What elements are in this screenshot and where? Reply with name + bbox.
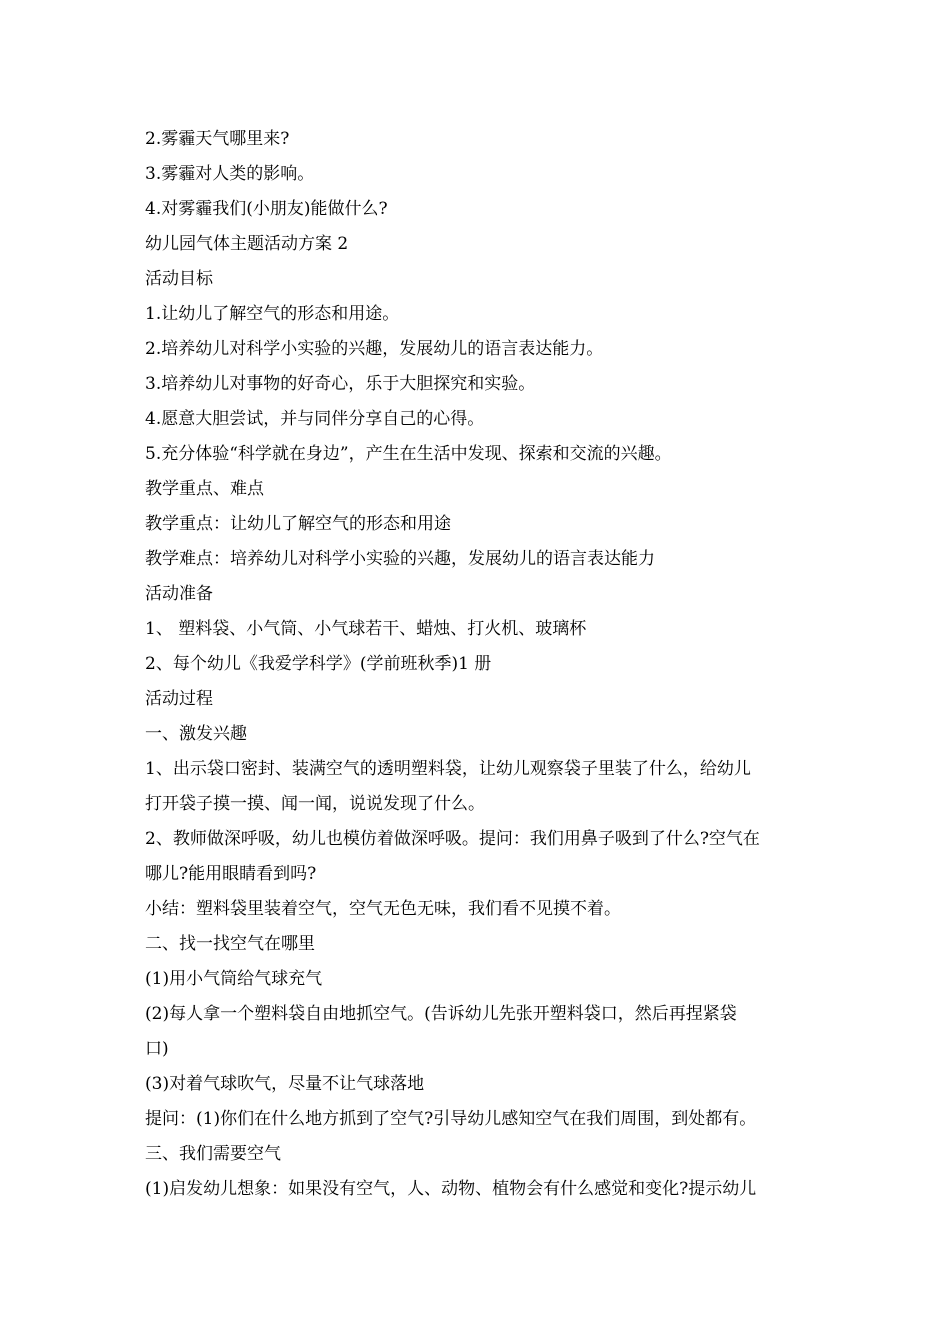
section-title: 幼儿园气体主题活动方案 2 xyxy=(145,234,349,254)
text-line: 小结：塑料袋里装着空气，空气无色无味，我们看不见摸不着。 xyxy=(145,899,621,919)
text-line: 3.培养幼儿对事物的好奇心，乐于大胆探究和实验。 xyxy=(145,374,536,394)
text-line: 哪儿?能用眼睛看到吗? xyxy=(145,864,317,884)
text-line: 口) xyxy=(145,1039,169,1059)
text-line: 4.愿意大胆尝试，并与同伴分享自己的心得。 xyxy=(145,409,485,429)
text-line: (2)每人拿一个塑料袋自由地抓空气。(告诉幼儿先张开塑料袋口，然后再捏紧袋 xyxy=(145,1004,737,1024)
heading-process: 活动过程 xyxy=(145,689,213,709)
text-line: 教学难点：培养幼儿对科学小实验的兴趣，发展幼儿的语言表达能力 xyxy=(145,549,655,569)
text-line: (1)启发幼儿想象：如果没有空气，人、动物、植物会有什么感觉和变化?提示幼儿 xyxy=(145,1179,757,1199)
text-line: (3)对着气球吹气，尽量不让气球落地 xyxy=(145,1074,425,1094)
subheading: 三、我们需要空气 xyxy=(145,1144,281,1164)
subheading: 二、找一找空气在哪里 xyxy=(145,934,315,954)
text-line: (1)用小气筒给气球充气 xyxy=(145,969,323,989)
text-line: 2、每个幼儿《我爱学科学》(学前班秋季)1 册 xyxy=(145,654,492,674)
text-line: 1、出示袋口密封、装满空气的透明塑料袋，让幼儿观察袋子里装了什么，给幼儿 xyxy=(145,759,751,779)
text-line: 2.雾霾天气哪里来? xyxy=(145,129,290,149)
heading-key-points: 教学重点、难点 xyxy=(145,479,264,499)
text-line: 打开袋子摸一摸、闻一闻，说说发现了什么。 xyxy=(145,794,485,814)
text-line: 2、教师做深呼吸，幼儿也模仿着做深呼吸。提问：我们用鼻子吸到了什么?空气在 xyxy=(145,829,760,849)
text-line: 2.培养幼儿对科学小实验的兴趣，发展幼儿的语言表达能力。 xyxy=(145,339,604,359)
text-line: 4.对雾霾我们(小朋友)能做什么? xyxy=(145,199,388,219)
heading-activity-goals: 活动目标 xyxy=(145,269,213,289)
text-line: 教学重点：让幼儿了解空气的形态和用途 xyxy=(145,514,451,534)
heading-preparation: 活动准备 xyxy=(145,584,213,604)
text-line: 1.让幼儿了解空气的形态和用途。 xyxy=(145,304,400,324)
text-line: 3.雾霾对人类的影响。 xyxy=(145,164,315,184)
text-line: 1、 塑料袋、小气筒、小气球若干、蜡烛、打火机、玻璃杯 xyxy=(145,619,587,639)
text-line: 提问：(1)你们在什么地方抓到了空气?引导幼儿感知空气在我们周围，到处都有。 xyxy=(145,1109,757,1129)
document-body xyxy=(145,122,811,1207)
text-line: 5.充分体验“科学就在身边”，产生在生活中发现、探索和交流的兴趣。 xyxy=(145,444,672,464)
subheading: 一、激发兴趣 xyxy=(145,724,247,744)
